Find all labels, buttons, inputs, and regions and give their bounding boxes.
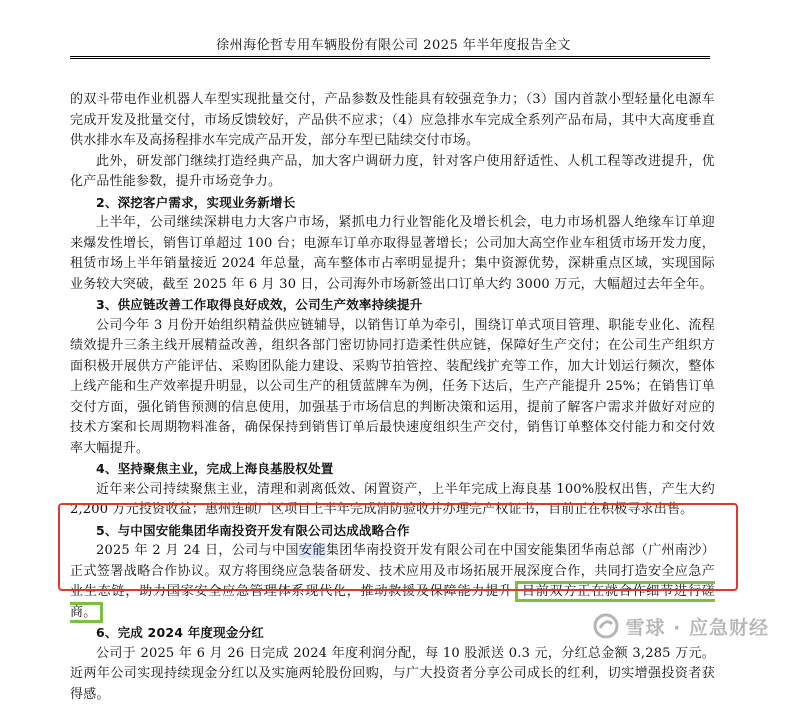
section-heading-2: 2、深挖客户需求，实现业务新增长 — [70, 193, 715, 214]
cooperation-text-start: 2025 年 2 月 24 日，公司与中国 — [96, 543, 299, 558]
section-heading-5: 5、与中国安能集团华南投资开发有限公司达成战略合作 — [70, 521, 715, 542]
report-header-title: 徐州海伦哲专用车辆股份有限公司 2025 年半年度报告全文 — [0, 34, 787, 53]
section-heading-3: 3、供应链改善工作取得良好成效，公司生产效率持续提升 — [70, 295, 715, 316]
header-divider-secondary — [70, 58, 710, 59]
snowball-logo-icon — [592, 612, 620, 640]
paragraph-divestment: 近年来公司持续聚焦主业，清理和剥离低效、闲置资产，上半年完成上海良基 100%股权出售，产生大约 2,200 万元投资收益；惠州连硕厂区项目上半年完成消防验收并办理完产权证书，目前正在积极寻求出售。 — [70, 480, 715, 521]
section-heading-6: 6、完成 2024 年度现金分红 — [70, 623, 715, 644]
paragraph-supply-chain: 公司今年 3 月份开始组织精益供应链辅导，以销售订单为牵引，围绕订单式项目管理、职能专业化、流程绩效提升三条主线开展精益改善，组织各部门密切协同打造柔性供应链，保障好生产交付；在公司生产组织方面积极开展供方产能评估、采购团队能力建设、采购节拍管控、装配线扩充等工作，加大计划运行频次，整体上线产能和生产效率提升明显，以公司生产的租赁蓝牌车为例，任务下达后，生产产能提升 25%；在销售订单交付方面，强化销售预测的信息使用，加强基于市场信息的判断决策和运用，提前了解客户需求并做好对应的技术方案和长周期物料准备，确保保持到销售订单后最快速度组织生产交付，销售订单整体交付能力和交付效率大幅提升。 — [70, 316, 715, 460]
paragraph-rd: 此外，研发部门继续打造经典产品，加大客户调研力度，针对客户使用舒适性、人机工程等改进提升，优化产品性能参数，提升市场竞争力。 — [70, 152, 715, 193]
paragraph-dividend: 公司于 2025 年 6 月 26 日完成 2024 年度利润分配，每 10 股派送 0.3 元，分红总金额 3,285 万元。近两年公司实现持续现金分红以及实施两轮股份回购，与广大投资者分享公司成长的红利，切实增强投资者获得感。 — [70, 644, 715, 705]
paragraph-product-dev: 的双斗带电作业机器人车型实现批量交付，产品参数及性能具有较强竞争力；（3）国内首款小型轻量化电源车完成开发及批量交付，市场反馈较好，产品供不应求；（4）应急排水车完成全系列产品布局，其中大高度垂直供水排水车及高扬程排水车完成产品开发，部分车型已陆续交付市场。 — [70, 90, 715, 152]
paragraph-customers: 上半年，公司继续深耕电力大客户市场，紧抓电力行业智能化及增长机会，电力市场机器人绝缘车订单迎来爆发性增长，销售订单超过 100 台；电源车订单亦取得显著增长；公司加大高空作业车租赁市场开发力度，租赁市场上半年销量接近 2024 年总量，高车整体市占率明显提升；集中资源优势，深耕重点区域，实现国际业务较大突破，截至 2025 年 6 月 30 日，公司海外市场新签出口订单大约 3000 万元，大幅超过去年全年。 — [70, 213, 715, 295]
header-divider — [70, 56, 710, 57]
watermark — [592, 612, 769, 640]
green-highlighted-sentence: 目前双方正在就合作细节进行磋商。 — [70, 581, 715, 623]
watermark-text: 雪球 · 应急财经 — [626, 613, 769, 640]
highlighted-term: 安能 — [299, 543, 326, 558]
section-heading-4: 4、坚持聚焦主业，完成上海良基股权处置 — [70, 459, 715, 480]
paragraph-strategic-cooperation — [70, 541, 715, 623]
cooperation-text-body: 集团华南投资开发有限公司在中国安能集团华南总部（广州南沙）正式签署战略合作协议。双方将围绕应急装备研发、技术应用及市场拓展开展深度合作，共同打造安全应急产业生态链，助力国家安全应急管理体系现代化，推动救援及保障能力提升 — [70, 543, 715, 599]
